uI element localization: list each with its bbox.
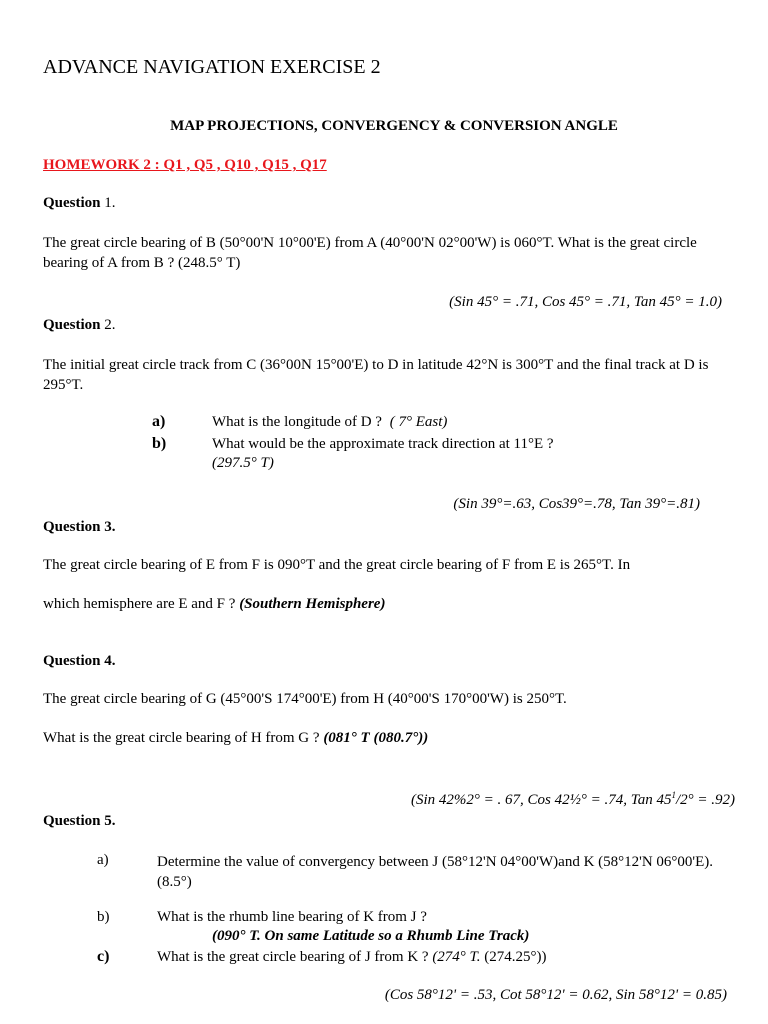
question-4-hint-b: /2° = .92) <box>675 792 735 808</box>
question-3-text: which hemisphere are E and F ? <box>43 596 236 612</box>
question-3-line2 <box>43 596 385 613</box>
question-2b-label: b) <box>152 435 167 452</box>
question-2a-label: a) <box>152 413 166 430</box>
question-4-hint-a: (Sin 42%2° = . 67, Cos 42½° = .74, Tan 45 <box>410 792 672 808</box>
question-4-hint <box>411 790 735 809</box>
question-4-heading: Question 4. <box>43 653 116 669</box>
question-4-line2 <box>43 730 428 747</box>
question-5a-text: Determine the value of convergency between J (58°12'N 04°00'W)and K (58°12'N 06°00'E). (8.5°) <box>157 854 714 890</box>
question-1-word: Question <box>43 195 101 211</box>
question-2a-line <box>212 414 447 431</box>
question-5-hint: (Cos 58°12' = .53, Cot 58°12' = 0.62, Sin 58°12' = 0.85) <box>384 987 727 1003</box>
homework-line: HOMEWORK 2 : Q1 , Q5 , Q10 , Q15 , Q17 <box>43 157 327 173</box>
section-subtitle: MAP PROJECTIONS, CONVERGENCY & CONVERSION ANGLE <box>170 118 618 134</box>
question-2b-answer: (297.5° T) <box>212 455 274 471</box>
page-title: ADVANCE NAVIGATION EXERCISE 2 <box>43 56 381 78</box>
question-2-number: 2. <box>104 317 116 333</box>
question-5c-line <box>157 949 547 966</box>
question-2b-text: What would be the approximate track direction at 11°E ? <box>212 436 554 452</box>
question-2-word: Question <box>43 317 101 333</box>
question-4-line1: The great circle bearing of G (45°00'S 174°00'E) from H (40°00'S 170°00'W) is 250°T. <box>43 691 567 707</box>
question-3-line1: The great circle bearing of E from F is 090°T and the great circle bearing of F from E is 265°T. In <box>43 557 631 573</box>
question-5c-answer2: (274.25°)) <box>484 949 547 965</box>
question-5c-text: What is the great circle bearing of J from K ? <box>157 949 429 965</box>
question-1-heading <box>43 195 116 212</box>
question-1-text: The great circle bearing of B (50°00'N 10°00'E) from A (40°00'N 02°00'W) is 060°T. What is the great circle bearing of A from B ? (248.5° T) <box>43 235 697 271</box>
question-5b-answer: (090° T. On same Latitude so a Rhumb Line Track) <box>212 928 530 944</box>
question-2a-answer: ( 7° East) <box>389 414 448 430</box>
question-5b-text: What is the rhumb line bearing of K from J ? <box>157 909 427 925</box>
question-1-number: 1. <box>104 195 116 211</box>
question-5c-answer: (274° T. <box>432 949 481 965</box>
question-4-hint-sup: 1 <box>671 790 676 800</box>
question-4-text: What is the great circle bearing of H from G ? <box>43 730 320 746</box>
question-2a-text: What is the longitude of D ? <box>212 414 382 430</box>
question-5a-label: a) <box>97 852 109 868</box>
question-5b-label: b) <box>97 909 110 925</box>
question-2-hint: (Sin 39°=.63, Cos39°=.78, Tan 39°=.81) <box>453 496 700 512</box>
question-2-heading <box>43 317 116 334</box>
question-3-heading: Question 3. <box>43 519 116 535</box>
question-5c-label: c) <box>97 948 110 965</box>
question-1-hint: (Sin 45° = .71, Cos 45° = .71, Tan 45° = 1.0) <box>449 294 722 310</box>
question-5-heading: Question 5. <box>43 813 116 829</box>
question-2-text: The initial great circle track from C (36°00N 15°00'E) to D in latitude 42°N is 300°T and the final track at D is 295°T. <box>43 357 709 393</box>
question-3-answer: (Southern Hemisphere) <box>239 596 386 612</box>
question-4-answer: (081° T (080.7°)) <box>323 730 429 746</box>
